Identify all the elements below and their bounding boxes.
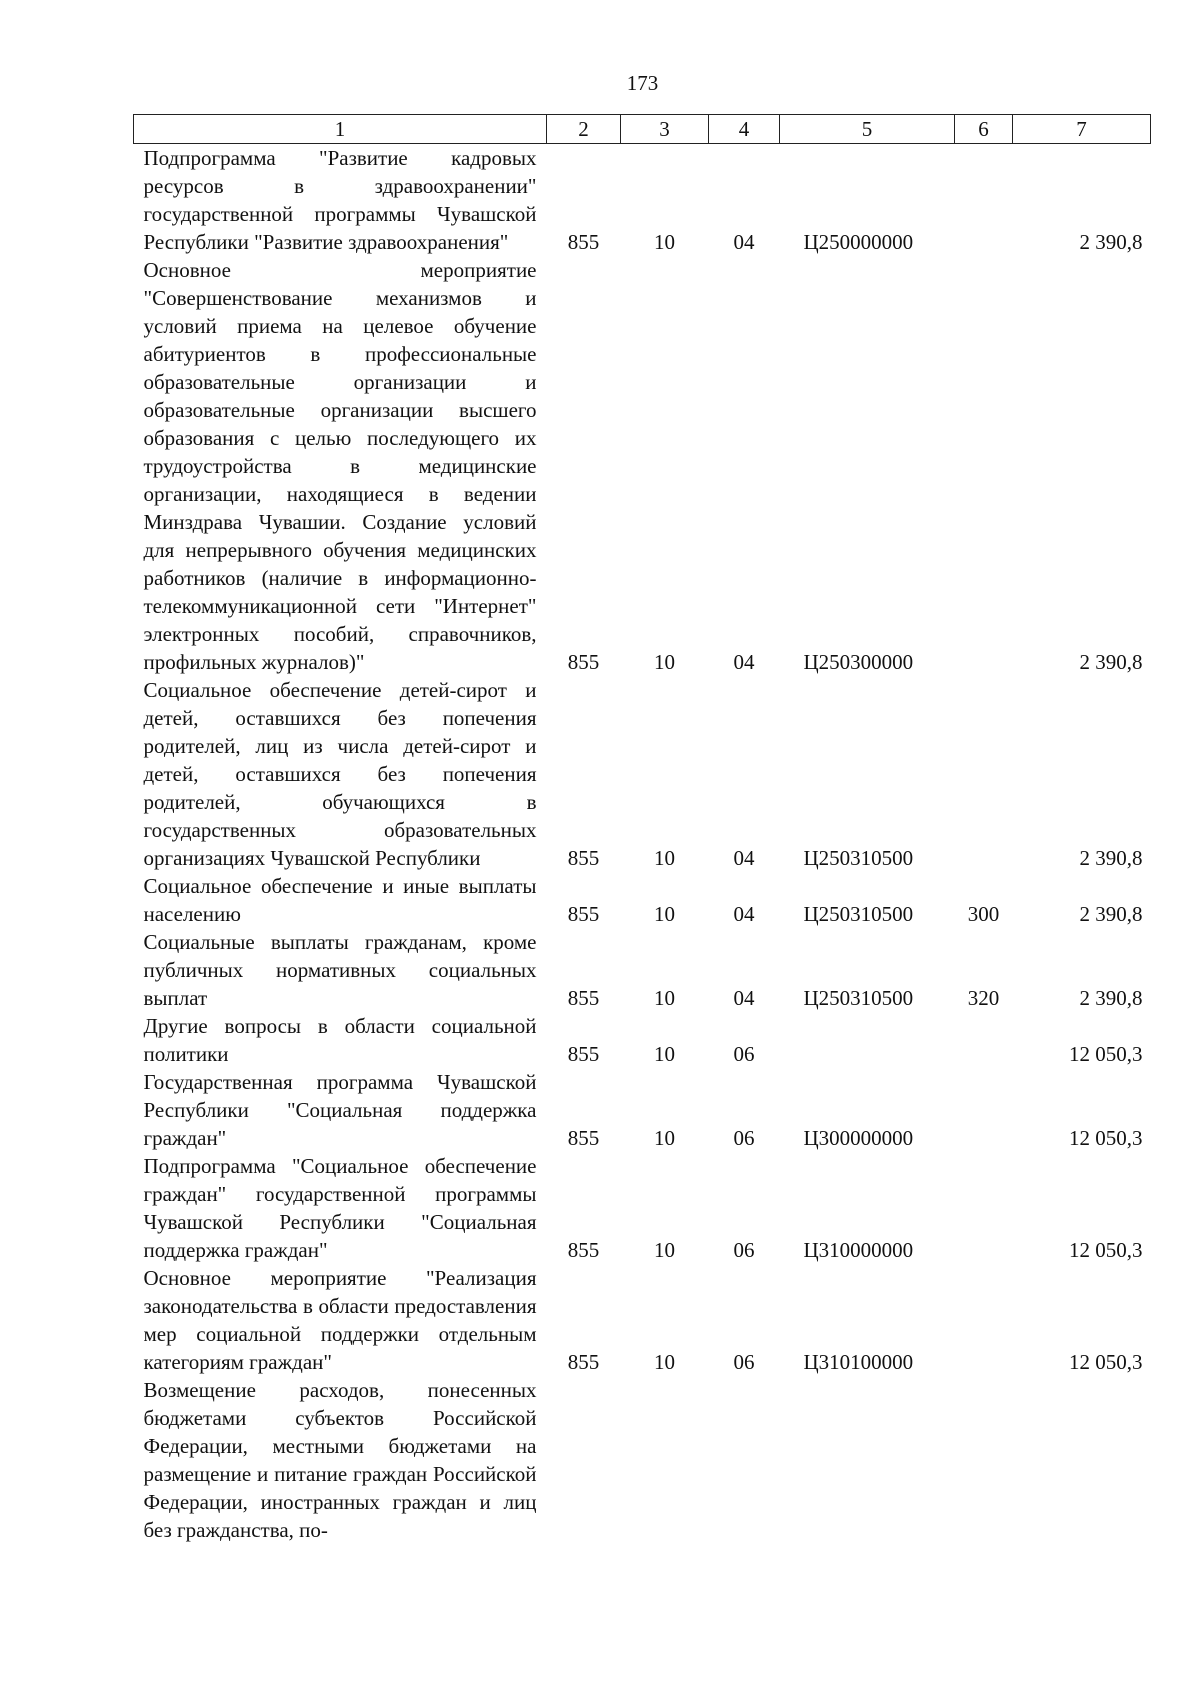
row-col6 (955, 1012, 1013, 1068)
row-col4: 06 (733, 1350, 755, 1374)
row-name: Другие вопросы в области социальной политики (143, 1014, 537, 1066)
row-col5 (780, 1012, 955, 1068)
row-col2: 855 (567, 846, 600, 870)
row-col4: 04 (733, 902, 755, 926)
row-col6 (955, 676, 1013, 872)
row-col7: 2 390,8 (1079, 902, 1143, 926)
budget-table (133, 114, 1151, 1544)
row-col2: 855 (567, 1350, 600, 1374)
row-col6: 300 (967, 902, 1000, 926)
table-header (134, 115, 1151, 144)
row-col7: 2 390,8 (1079, 846, 1143, 870)
table-row (134, 676, 1151, 872)
table-row (134, 1264, 1151, 1376)
row-name: Возмещение расходов, понесенных бюджетами субъектов Российской Федерации, местными бюджетами на размещение и питание граждан Российской Федерации, иностранных граждан и лиц без гражданства, по- (143, 1378, 537, 1542)
row-name: Подпрограмма "Развитие кадровых ресурсов в здравоохранении" государственной программы Чувашской Республики "Развитие здравоохранения" (143, 146, 537, 254)
row-col3: 10 (654, 650, 675, 674)
header-col-7: 7 (1013, 115, 1151, 144)
row-col5: Ц250310500 (803, 902, 914, 926)
row-col2: 855 (567, 1238, 600, 1262)
row-col7: 2 390,8 (1079, 986, 1143, 1010)
row-col7: 12 050,3 (1069, 1126, 1143, 1150)
table-row (134, 928, 1151, 1012)
row-col4 (709, 1376, 780, 1544)
row-col7: 12 050,3 (1069, 1238, 1143, 1262)
row-name: Государственная программа Чувашской Республики "Социальная поддержка граждан" (143, 1070, 537, 1150)
row-col4: 04 (733, 650, 755, 674)
row-col3: 10 (654, 1126, 675, 1150)
header-col-4: 4 (709, 115, 780, 144)
row-col3: 10 (654, 1042, 675, 1066)
table-row (134, 256, 1151, 676)
row-col4: 04 (733, 986, 755, 1010)
row-col3: 10 (654, 230, 675, 254)
header-row (134, 115, 1151, 144)
row-col2 (547, 1376, 621, 1544)
row-col4: 06 (733, 1126, 755, 1150)
row-col6 (955, 1068, 1013, 1152)
row-col2: 855 (567, 986, 600, 1010)
table-row (134, 1376, 1151, 1544)
row-col3: 10 (654, 902, 675, 926)
row-name: Основное мероприятие "Совершенствование механизмов и условий приема на целевое обучение абитуриентов в профессиональные образовательные организации и образовательные организации высшего образования с целью последующего их трудоустройства в медицинские организации, находящиеся в ведении Минздрава Чувашии. Создание условий для непрерывного обучения медицинских работников (наличие в информационно-телекоммуникационной сети "Интернет" электронных пособий, справочников, профильных журналов)" (143, 258, 537, 674)
row-col3: 10 (654, 1350, 675, 1374)
row-col5: Ц250000000 (803, 230, 914, 254)
table-body (134, 144, 1151, 1545)
row-name: Подпрограмма "Социальное обеспечение граждан" государственной программы Чувашской Республики "Социальная поддержка граждан" (143, 1154, 537, 1262)
row-col6 (955, 144, 1013, 257)
row-col4: 06 (733, 1238, 755, 1262)
row-col4: 04 (733, 846, 755, 870)
row-col3 (621, 1376, 709, 1544)
row-col7: 2 390,8 (1079, 230, 1143, 254)
page-number: 173 (626, 71, 659, 95)
header-col-1: 1 (134, 115, 547, 144)
row-name: Социальные выплаты гражданам, кроме публичных нормативных социальных выплат (143, 930, 537, 1010)
row-col4: 04 (733, 230, 755, 254)
row-col2: 855 (567, 650, 600, 674)
row-col3: 10 (654, 986, 675, 1010)
row-col7: 12 050,3 (1069, 1042, 1143, 1066)
table-row (134, 1068, 1151, 1152)
header-col-6: 6 (955, 115, 1013, 144)
row-col5: Ц310100000 (803, 1350, 914, 1374)
row-col6 (955, 1264, 1013, 1376)
row-name: Социальное обеспечение детей-сирот и детей, оставшихся без попечения родителей, лиц из числа детей-сирот и детей, оставшихся без попечения родителей, обучающихся в государственных образовательных организациях Чувашской Республики (143, 678, 537, 870)
row-col7: 2 390,8 (1079, 650, 1143, 674)
row-col3: 10 (654, 1238, 675, 1262)
row-col2: 855 (567, 230, 600, 254)
table-row (134, 1012, 1151, 1068)
row-col5: Ц310000000 (803, 1238, 914, 1262)
row-col6 (955, 1152, 1013, 1264)
row-col3: 10 (654, 846, 675, 870)
row-name: Социальное обеспечение и иные выплаты населению (143, 874, 537, 926)
row-col7: 12 050,3 (1069, 1350, 1143, 1374)
table-row (134, 872, 1151, 928)
row-col5 (780, 1376, 955, 1544)
row-col6 (955, 1376, 1013, 1544)
row-col5: Ц250310500 (803, 846, 914, 870)
row-col7 (1013, 1376, 1151, 1544)
header-col-3: 3 (621, 115, 709, 144)
header-col-2: 2 (547, 115, 621, 144)
row-col6 (955, 256, 1013, 676)
row-col2: 855 (567, 1042, 600, 1066)
row-col5: Ц300000000 (803, 1126, 914, 1150)
row-col4: 06 (733, 1042, 755, 1066)
row-col6: 320 (967, 986, 1000, 1010)
header-col-5: 5 (780, 115, 955, 144)
row-col2: 855 (567, 1126, 600, 1150)
table-row (134, 1152, 1151, 1264)
row-name: Основное мероприятие "Реализация законодательства в области предоставления мер социальной поддержки отдельным категориям граждан" (143, 1266, 537, 1374)
row-col5: Ц250300000 (803, 650, 914, 674)
row-col5: Ц250310500 (803, 986, 914, 1010)
row-col2: 855 (567, 902, 600, 926)
table-row (134, 144, 1151, 257)
